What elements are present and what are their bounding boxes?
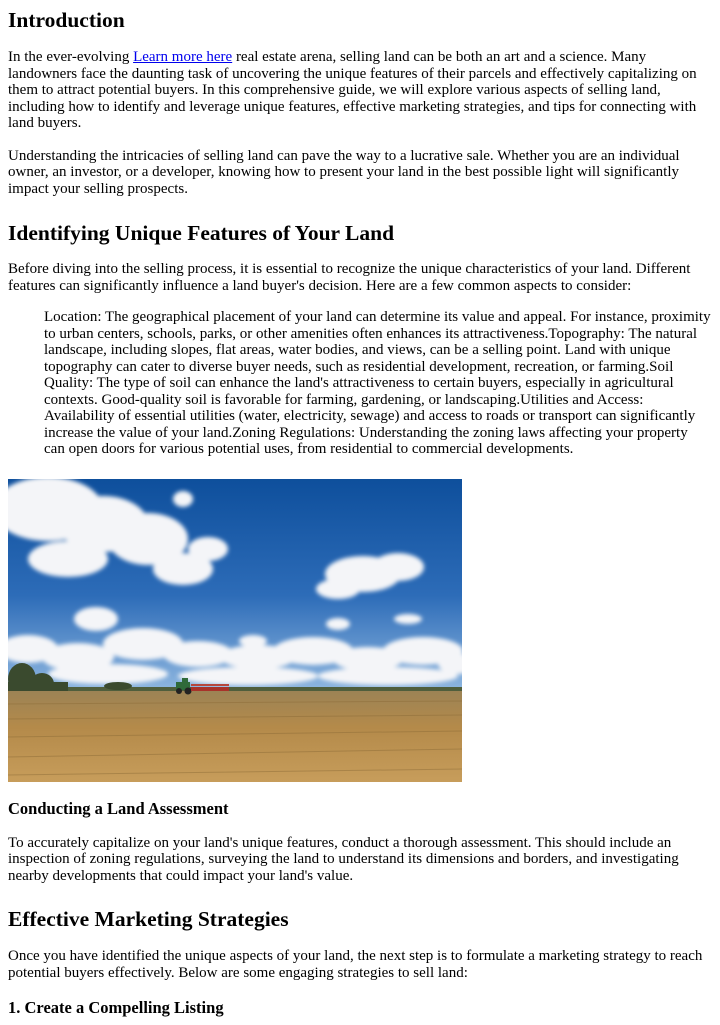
intro-text-after-link: real estate arena, selling land can be both an art and a science. Many landowners face the daunting task of uncovering the unique features of their parcels and effectively capitalizing on them to attract potential buyers. In this comprehensive guide, we will explore various aspects of selling land, including how to identify and leverage unique features, effective marketing strategies, and tips for connecting with land buyers. xyxy=(8,49,697,131)
assessment-heading: Conducting a Land Assessment xyxy=(8,798,229,818)
features-heading: Identifying Unique Features of Your Land xyxy=(8,221,395,245)
article xyxy=(0,8,720,1017)
intro-paragraph-2: Understanding the intricacies of selling land can pave the way to a lucrative sale. Whether you are an individual owner, an investor, or a developer, knowing how to present your land in the best possible light will significantly impact your selling prospects. xyxy=(8,147,680,197)
farmland-photo xyxy=(8,479,712,782)
features-blockquote: Location: The geographical placement of your land can determine its value and appeal. For instance, proximity to urban centers, schools, parks, or other amenities often enhances its attractiveness.Topography: The natural landscape, including slopes, flat areas, water bodies, and views, can be a selling point. Land with unique topography can cater to diverse buyer needs, such as residential development, recreation, or farming.Soil Quality: The type of soil can enhance the land's attractiveness to certain buyers, especially in agricultural contexts. Good-quality soil is favorable for farming, gardening, or landscaping.Utilities and Access: Availability of essential utilities (water, electricity, sewage) and access to roads or transport can significantly increase the value of your land.Zoning Regulations: Understanding the zoning laws affecting your property can open doors for various potential uses, from residential to commercial developments. xyxy=(44,309,711,457)
assessment-paragraph: To accurately capitalize on your land's unique features, conduct a thorough assessment. This should include an inspection of zoning regulations, surveying the land to understand its dimensions and borders, and investigating nearby developments that could impact your land's value. xyxy=(8,834,679,884)
intro-paragraph-1 xyxy=(8,49,712,132)
learn-more-link[interactable]: Learn more here xyxy=(133,49,233,65)
intro-text-before-link: In the ever-evolving xyxy=(8,49,134,65)
listing-subheading: 1. Create a Compelling Listing xyxy=(8,998,224,1017)
intro-heading: Introduction xyxy=(8,8,125,32)
marketing-heading: Effective Marketing Strategies xyxy=(8,907,289,931)
marketing-paragraph: Once you have identified the unique aspects of your land, the next step is to formulate a marketing strategy to reach potential buyers effectively. Below are some engaging strategies to sell land: xyxy=(8,948,703,981)
features-paragraph: Before diving into the selling process, it is essential to recognize the unique characteristics of your land. Different features can significantly influence a land buyer's decision. Here are a few common aspects to consider: xyxy=(8,261,691,294)
